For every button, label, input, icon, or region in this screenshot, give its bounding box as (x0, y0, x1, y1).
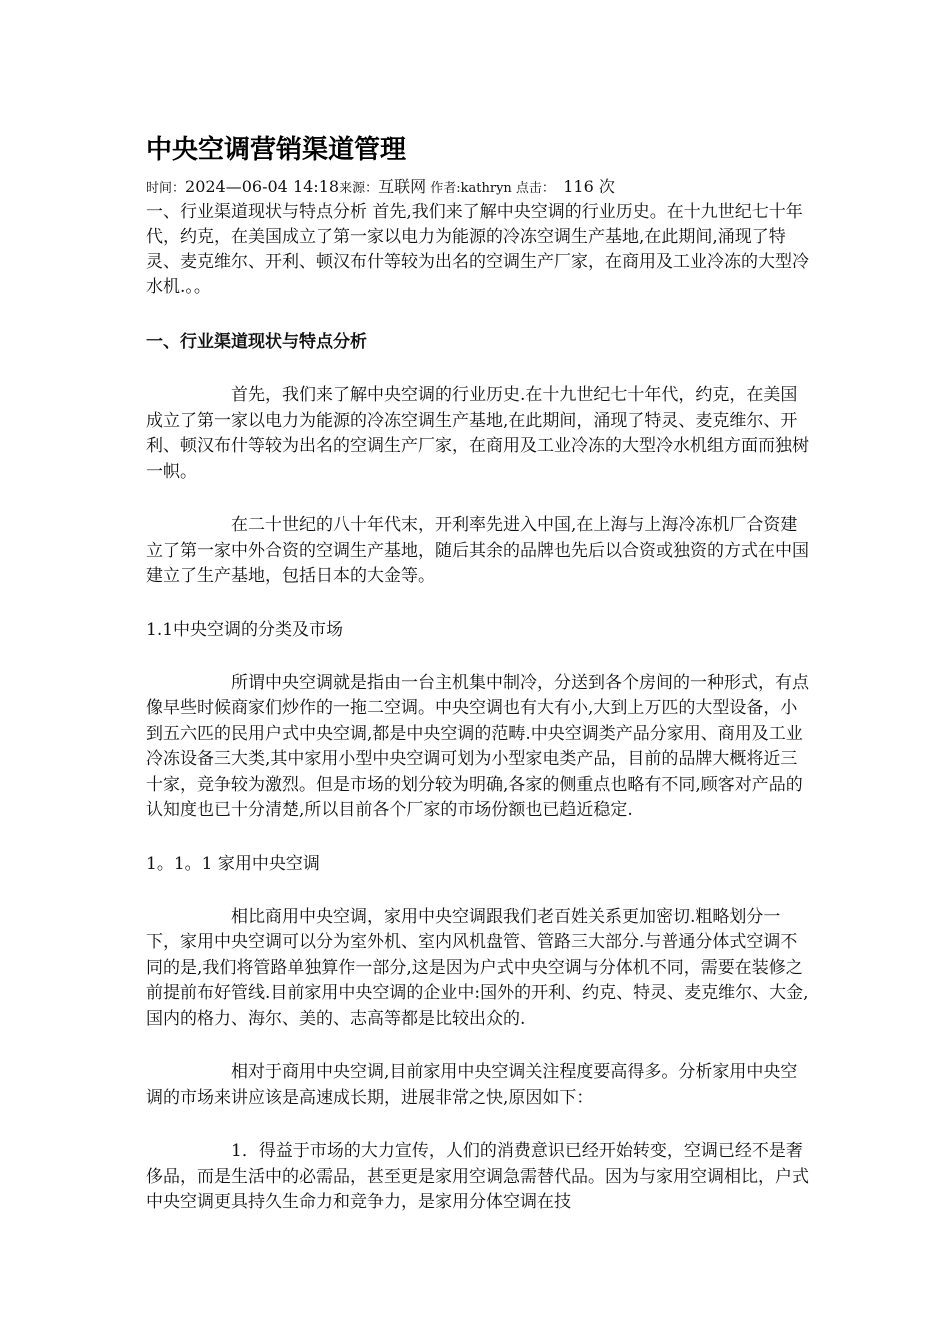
paragraph-market-growth: 相对于商用中央空调,目前家用中央空调关注程度要高得多。分析家用中央空调的市场来讲应该是高速成长期，进展非常之快,原因如下： (146, 1062, 798, 1108)
paragraph-history: 首先，我们来了解中央空调的行业历史.在十九世纪七十年代，约克，在美国成立了第一家以电力为能源的冷冻空调生产基地,在此期间，涌现了特灵、麦克维尔、开利、顿汉布什等较为出名的空调生产厂家，在商用及工业冷冻的大型冷水机组方面而独树一帜。 (146, 385, 809, 482)
source-label: 来源： (339, 181, 379, 196)
author-value: kathryn (460, 181, 512, 196)
article-page (146, 130, 811, 1216)
time-value: 2024—06-04 14:18 (185, 177, 340, 196)
paragraph-china-entry: 在二十世纪的八十年代末，开利率先进入中国,在上海与上海冷冻机厂合资建立了第一家中外合资的空调生产基地，随后其余的品牌也先后以合资或独资的方式在中国建立了生产基地，包括日本的大金等。 (146, 515, 809, 586)
time-label: 时间： (146, 181, 186, 196)
author-label: 作者: (430, 181, 461, 196)
paragraph-reason-1: 1．得益于市场的大力宣传，人们的消费意识已经开始转变，空调已经不是奢侈品，而是生活中的必需品，甚至更是家用空调急需替代品。因为与家用空调相比，户式中央空调更具持久生命力和竞争力，是家用分体空调在技 (146, 1141, 809, 1212)
article-title: 中央空调营销渠道管理 (146, 135, 407, 165)
clicks-label: 点击： (515, 181, 555, 196)
clicks-value: 116 次 (563, 177, 615, 196)
article-meta (146, 176, 811, 200)
article-summary: 一、行业渠道现状与特点分析 首先,我们来了解中央空调的行业历史。在十九世纪七十年代，约克，在美国成立了第一家以电力为能源的冷冻空调生产基地,在此期间,涌现了特灵、麦克维尔、开利、顿汉布什等较为出名的空调生产厂家，在商用及工业冷冻的大型冷水机.。。 (146, 202, 809, 297)
section-heading: 一、行业渠道现状与特点分析 (146, 332, 367, 352)
paragraph-classification: 所谓中央空调就是指由一台主机集中制冷，分送到各个房间的一种形式，有点像早些时候商家们炒作的一拖二空调。中央空调也有大有小,大到上万匹的大型设备，小到五六匹的民用户式中央空调,都是中央空调的范畴.中央空调类产品分家用、商用及工业冷冻设备三大类,其中家用小型中央空调可划为小型家电类产品，目前的品牌大概将近三十家，竞争较为激烈。但是市场的划分较为明确,各家的侧重点也略有不同,顾客对产品的认知度也已十分清楚,所以目前各个厂家的市场份额也已趋近稳定. (146, 672, 809, 820)
paragraph-household: 相比商用中央空调，家用中央空调跟我们老百姓关系更加密切.粗略划分一下，家用中央空调可以分为室外机、室内风机盘管、管路三大部分.与普通分体式空调不同的是,我们将管路单独算作一部分,这是因为户式中央空调与分体机不同，需要在装修之前提前布好管线.目前家用中央空调的企业中:国外的开利、约克、特灵、麦克维尔、大金,国内的格力、海尔、美的、志高等都是比较出众的. (146, 906, 809, 1029)
subsection-heading-classification: 1.1中央空调的分类及市场 (146, 619, 344, 640)
subsection-heading-household: 1。1。1 家用中央空调 (146, 853, 320, 874)
source-value: 互联网 (378, 177, 427, 196)
